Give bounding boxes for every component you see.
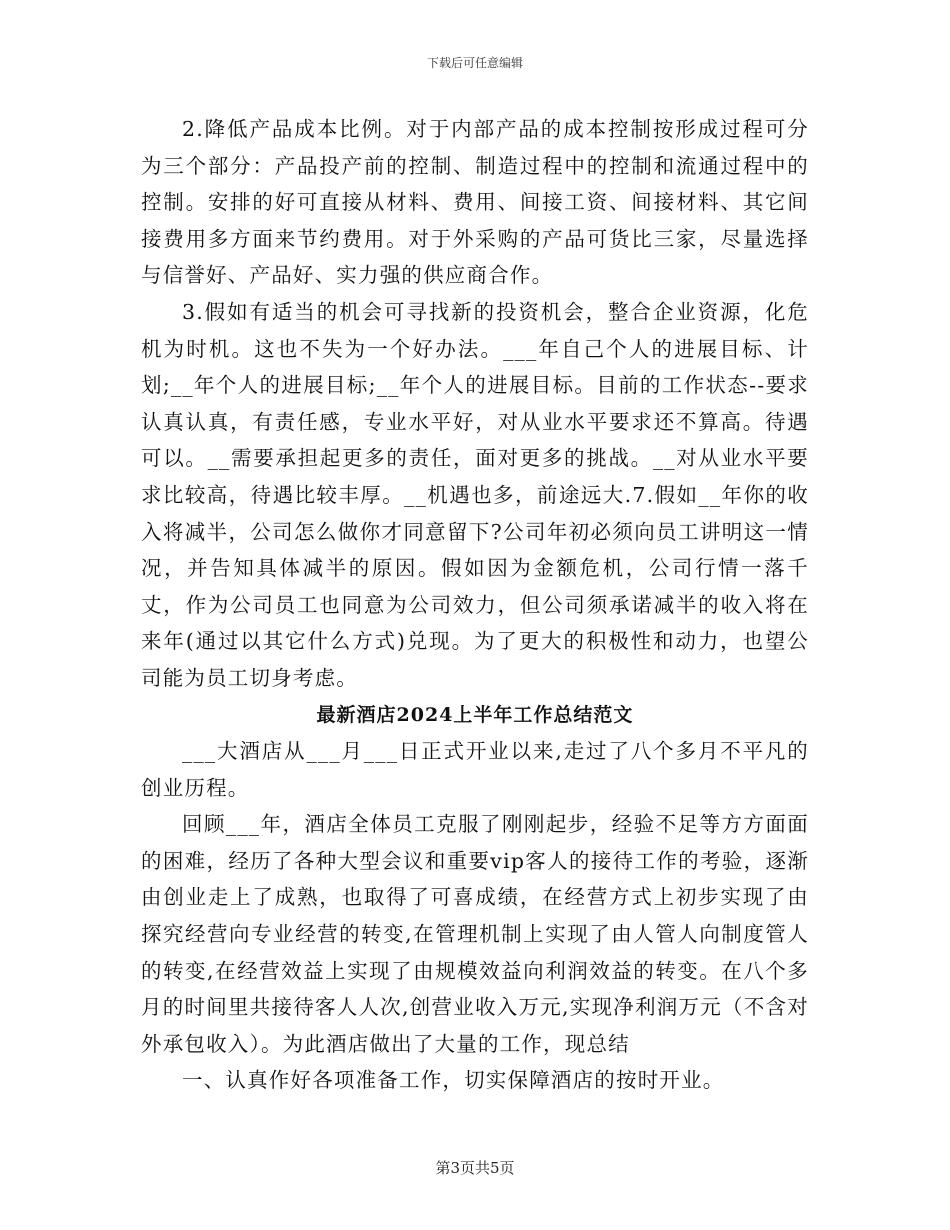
paragraph-review: 回顾___年，酒店全体员工克服了刚刚起步，经验不足等方方面面的困难，经历了各种大型会议和重要vip客人的接待工作的考验，逐渐由创业走上了成熟，也取得了可喜成绩，在经营方式上初步实现了由探究经营向专业经营的转变,在管理机制上实现了由人管人向制度管人的转变,在经营效益上实现了由规模效益向利润效益的转变。在八个多月的时间里共接待客人人次,创营业收入万元,实现净利润万元（不含对外承包收入）。为此酒店做出了大量的工作，现总结 [141, 812, 809, 1056]
section-title: 最新酒店2024上半年工作总结范文 [316, 703, 634, 726]
page-header: 下载后可任意编辑 [426, 56, 523, 70]
paragraph-cost-reduction: 2.降低产品成本比例。对于内部产品的成本控制按形成过程可分为三个部分：产品投产前的控制、制造过程中的控制和流通过程中的控制。安排的好可直接从材料、费用、间接工资、间接材料、其它间接费用多方面来节约费用。对于外采购的产品可货比三家，尽量选择与信誉好、产品好、实力强的供应商合作。 [141, 117, 809, 288]
document-body [141, 111, 809, 1099]
paragraph-opening: ___大酒店从___月___日正式开业以来,走过了八个多月不平凡的创业历程。 [141, 739, 809, 800]
paragraph-heading-one: 一、认真作好各项准备工作，切实保障酒店的按时开业。 [182, 1068, 725, 1093]
paragraph-investment: 3.假如有适当的机会可寻找新的投资机会，整合企业资源，化危机为时机。这也不失为一个好办法。___年自己个人的进展目标、计划;__年个人的进展目标;__年个人的进展目标。目前的工作状态--要求认真认真，有责任感，专业水平好，对从业水平要求还不算高。待遇可以。__需要承担起更多的责任，面对更多的挑战。__对从业水平要求比较高，待遇比较丰厚。__机遇也多，前途远大.7.假如__年你的收入将减半，公司怎么做你才同意留下?公司年初必须向员工讲明这一情况，并告知具体减半的原因。假如因为金额危机，公司行情一落千丈，作为公司员工也同意为公司效力，但公司须承诺减半的收入将在来年(通过以其它什么方式)兑现。为了更大的积极性和动力，也望公司能为员工切身考虑。 [141, 299, 809, 690]
page-footer: 第3页共5页 [435, 1159, 515, 1177]
